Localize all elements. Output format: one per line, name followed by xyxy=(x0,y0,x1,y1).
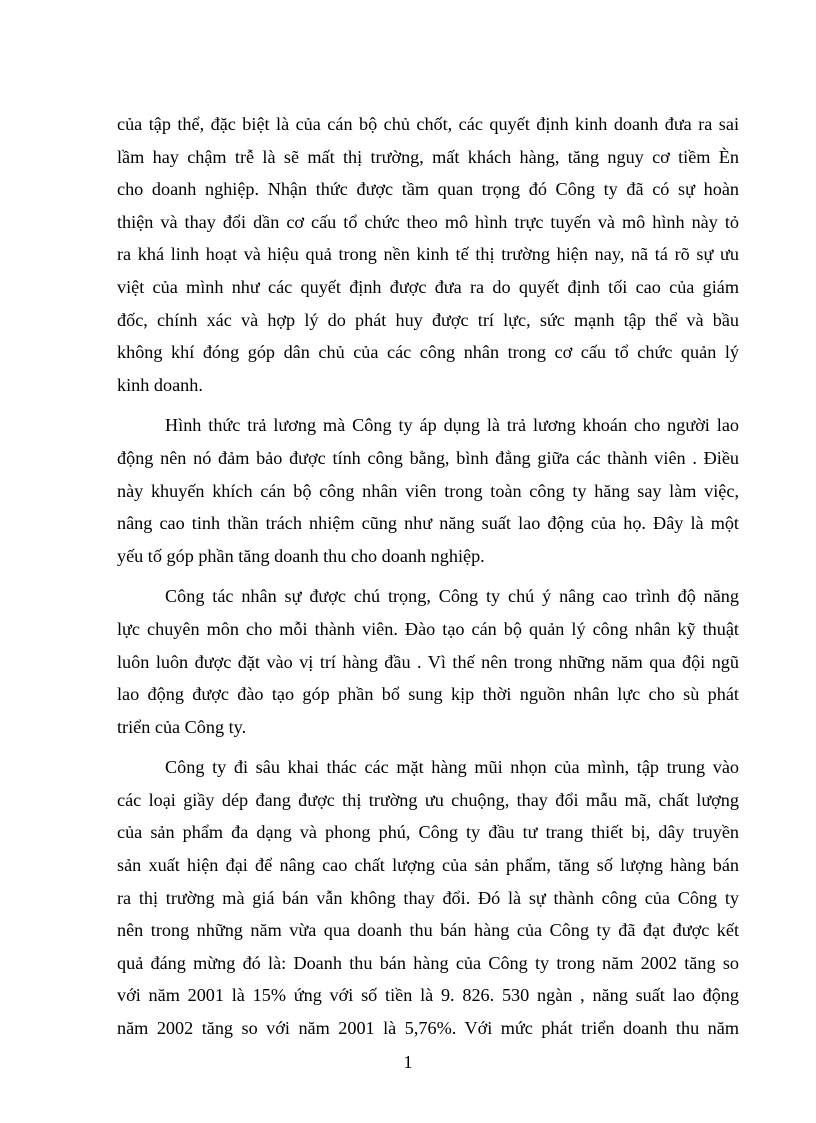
text-line: này khuyến khích cán bộ công nhân viên trong toàn công ty hăng say làm việc, xyxy=(117,480,739,501)
text-line: lực chuyên môn cho mỗi thành viên. Đào tạo cán bộ quản lý công nhân kỹ thuật xyxy=(117,618,739,639)
paragraph-gap xyxy=(117,572,739,580)
text-line: Hình thức trả lương mà Công ty áp dụng là trả lương khoán cho người lao xyxy=(165,415,739,436)
text-line: thiện và thay đổi dần cơ cấu tổ chức theo mô hình trực tuyến và mô hình này tỏ xyxy=(117,211,739,232)
text-line: đốc, chính xác và hợp lý do phát huy được trí lực, sức mạnh tập thể và bầu xyxy=(117,309,739,330)
text-line: kinh doanh. xyxy=(117,374,203,395)
document-body xyxy=(117,108,739,1045)
paragraph-3 xyxy=(117,580,739,743)
paragraph-1 xyxy=(117,108,739,401)
text-line: không khí đóng góp dân chủ của các công nhân trong cơ cấu tổ chức quản lý xyxy=(117,342,739,363)
text-line: với năm 2001 là 15% ứng với số tiền là 9. 826. 530 ngàn , năng suất lao động xyxy=(117,985,739,1006)
text-line: lầm hay chậm trễ là sẽ mất thị trường, mất khách hàng, tăng nguy cơ tiềm Èn xyxy=(117,146,739,167)
text-line: cho doanh nghiệp. Nhận thức được tầm quan trọng đó Công ty đã có sự hoàn xyxy=(117,179,739,200)
paragraph-2 xyxy=(117,409,739,572)
text-line: Công ty đi sâu khai thác các mặt hàng mũi nhọn của mình, tập trung vào xyxy=(165,757,739,778)
paragraph-4 xyxy=(117,751,739,1044)
text-line: việt của mình như các quyết định được đưa ra do quyết định tối cao của giám xyxy=(117,276,739,297)
text-line: các loại giầy dép đang được thị trường ưu chuộng, thay đổi mẫu mã, chất lượng xyxy=(117,789,739,810)
text-line: ra khá linh hoạt và hiệu quả trong nền kinh tế thị trường hiện nay, nã tá rõ sự ưu xyxy=(117,244,739,265)
text-line: luôn luôn được đặt vào vị trí hàng đầu . Vì thế nên trong những năm qua đội ngũ xyxy=(117,651,739,672)
page-number: 1 xyxy=(403,1052,413,1072)
text-line: sản xuất hiện đại để nâng cao chất lượng của sản phẩm, tăng số lượng hàng bán xyxy=(117,855,739,876)
paragraph-gap xyxy=(117,401,739,409)
text-line: triển của Công ty. xyxy=(117,716,247,737)
text-line: của tập thể, đặc biệt là của cán bộ chủ chốt, các quyết định kinh doanh đưa ra sai xyxy=(117,114,739,134)
text-line: của sản phẩm đa dạng và phong phú, Công ty đầu tư trang thiết bị, dây truyền xyxy=(117,822,739,843)
text-line: ra thị trường mà giá bán vẫn không thay đổi. Đó là sự thành công của Công ty xyxy=(117,887,739,908)
text-line: yếu tố góp phần tăng doanh thu cho doanh nghiệp. xyxy=(117,545,485,566)
text-line: quả đáng mừng đó là: Doanh thu bán hàng của Công ty trong năm 2002 tăng so xyxy=(117,952,739,973)
text-line: nên trong những năm vừa qua doanh thu bán hàng của Công ty đã đạt được kết xyxy=(117,920,739,941)
paragraph-gap xyxy=(117,743,739,751)
text-line: năm 2002 tăng so với năm 2001 là 5,76%. Với mức phát triển doanh thu năm xyxy=(117,1018,739,1039)
text-line: động nên nó đảm bảo được tính công bằng, bình đẳng giữa các thành viên . Điều xyxy=(117,447,739,468)
text-line: Công tác nhân sự được chú trọng, Công ty chú ý nâng cao trình độ năng xyxy=(165,586,739,607)
text-line: lao động được đào tạo góp phần bổ sung kịp thời nguồn nhân lực cho sù phát xyxy=(117,684,739,705)
text-line: nâng cao tinh thần trách nhiệm cũng như năng suất lao động của họ. Đây là một xyxy=(117,513,739,534)
